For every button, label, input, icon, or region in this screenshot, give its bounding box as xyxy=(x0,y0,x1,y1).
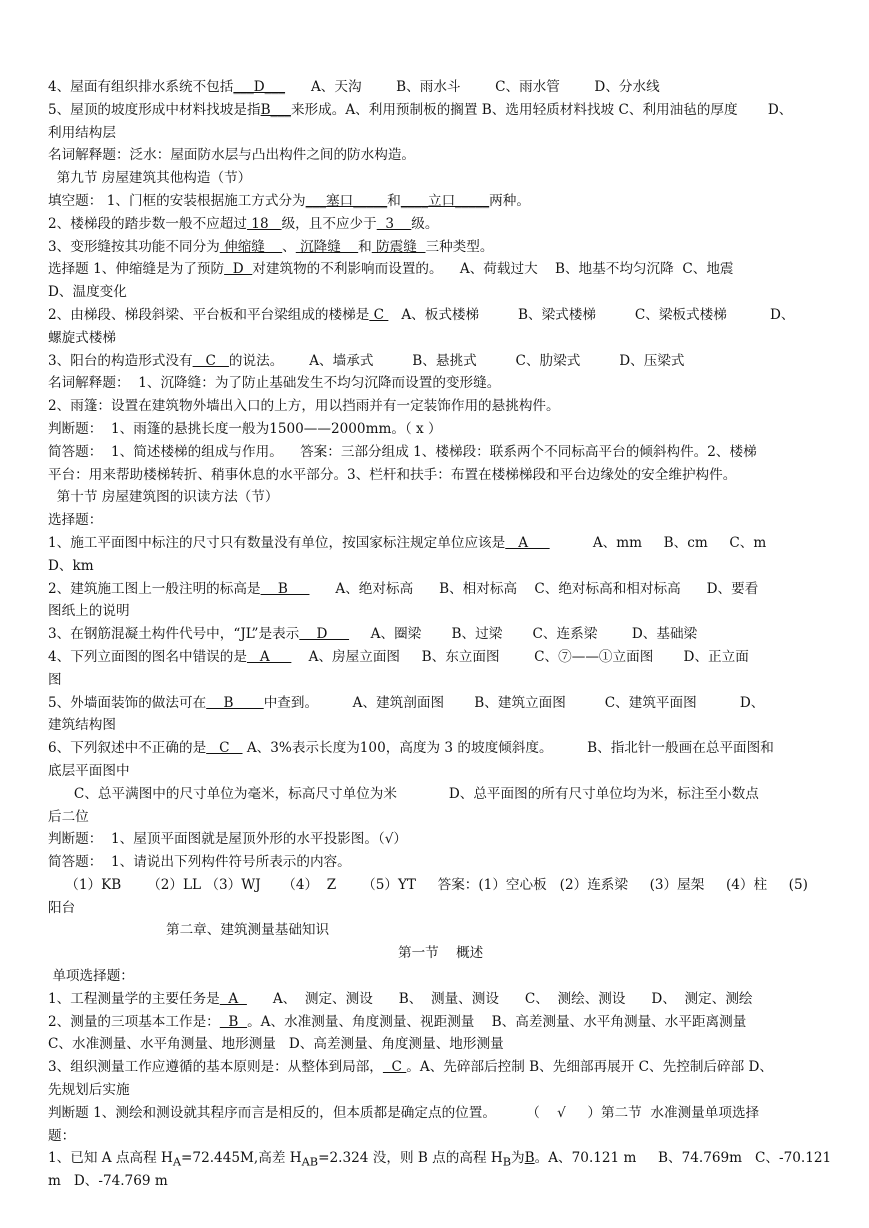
text-line xyxy=(48,281,841,304)
text-line xyxy=(48,327,841,350)
text-line xyxy=(48,213,841,236)
text-run: 。A、水准测量、角度测量、视距测量 B、高差测量、水平角测量、水平距离测量 xyxy=(247,1013,747,1030)
text-run: =2.324 没，则 B 点的高程 H xyxy=(318,1150,503,1167)
text-run: 平台：用来帮助楼梯转折、稍事休息的水平部分。3、栏杆和扶手：布置在楼梯梯段和平台边缘处的安全维护构件。 xyxy=(48,466,737,483)
answer-blank: C xyxy=(206,740,243,757)
text-line xyxy=(48,418,841,441)
answer-blank: ____立口_____ xyxy=(400,192,490,209)
text-run: 、 xyxy=(282,238,296,255)
answer-blank: 伸缩缝 xyxy=(219,238,283,255)
answer-blank: A xyxy=(505,534,550,551)
text-run: 3、变形缝按其功能不同分为 xyxy=(48,238,220,255)
chapter-heading xyxy=(48,919,841,942)
text-run: 2、测量的三项基本工作是： xyxy=(48,1013,220,1030)
text-run: 4、屋面有组织排水系统不包括 xyxy=(48,79,234,95)
text-line xyxy=(48,350,841,373)
text-run: 利用结构层 xyxy=(48,124,116,141)
text-line xyxy=(48,623,841,646)
section-heading xyxy=(48,942,841,965)
text-run: 阳台 xyxy=(48,899,76,916)
text-run: 2、建筑施工图上一般注明的标高是 xyxy=(48,580,261,597)
text-run: 3、阳台的构造形式没有 xyxy=(48,352,193,369)
answer-blank: 防震缝 xyxy=(371,238,426,255)
text-run: 来形成。A、利用预制板的搁置 B、选用轻质材料找坡 C、利用油毡的厚度 D、 xyxy=(290,101,793,118)
text-run: 。A、70.121 m B、74.769m C、-70.121 xyxy=(534,1150,832,1167)
text-line xyxy=(48,122,841,145)
text-run: 5、屋顶的坡度形成中材料找坡是指 xyxy=(48,101,261,118)
text-run: A、天沟 B、雨水斗 C、雨水管 D、分水线 xyxy=(285,79,660,95)
text-run: 第九节 房屋建筑其他构造（节） xyxy=(48,170,252,187)
text-run: D、温度变化 xyxy=(48,284,127,301)
text-run: 1、工程测量学的主要任务是 xyxy=(48,990,220,1007)
text-run: 对建筑物的不利影响而设置的。 A、荷载过大 B、地基不均匀沉降 C、地震 xyxy=(252,261,734,278)
text-run: 2、雨篷：设置在建筑物外墙出入口的上方，用以挡雨并有一定装饰作用的悬挑构件。 xyxy=(48,398,560,415)
text-run: 名词解释题：泛水：屋面防水层与凸出构件之间的防水构造。 xyxy=(48,147,416,164)
answer-blank: ___塞口_____ xyxy=(305,192,388,209)
text-run: 的说法。 A、墙承式 B、悬挑式 C、肋梁式 D、压梁式 xyxy=(228,352,685,369)
text-run: 第十节 房屋建筑图的识读方法（节） xyxy=(48,489,279,506)
text-run: 先规划后实施 xyxy=(48,1082,130,1099)
text-run: 级。 xyxy=(411,215,439,232)
text-line xyxy=(48,532,841,555)
text-line xyxy=(48,1056,841,1079)
text-line xyxy=(48,965,841,988)
answer-blank: A xyxy=(246,648,292,665)
text-run: 5、外墙面装饰的做法可在 xyxy=(48,694,207,711)
text-line xyxy=(48,144,841,167)
text-run: 判断题： 1、雨篷的悬挑长度一般为1500——2000mm。（ x ） xyxy=(48,420,442,437)
text-line xyxy=(48,76,841,99)
text-line xyxy=(48,714,841,737)
section-heading xyxy=(48,167,841,190)
text-line xyxy=(48,1147,841,1170)
text-line xyxy=(48,236,841,259)
text-run: C、水准测量、水平角测量、地形测量 D、高差测量、角度测量、地形测量 xyxy=(48,1036,504,1053)
answer-blank: A xyxy=(219,990,247,1007)
text-line xyxy=(48,783,841,806)
subscript: A xyxy=(172,1155,182,1170)
answer-blank: C xyxy=(369,306,389,323)
answer-blank: B xyxy=(524,1150,535,1167)
text-line xyxy=(48,1170,841,1193)
text-run: 2、由梯段、梯段斜梁、平台板和平台梁组成的楼梯是 xyxy=(48,306,370,323)
text-run: 三种类型。 xyxy=(425,238,494,255)
text-run: A、mm B、cm C、m xyxy=(549,534,767,551)
text-run: A、 测定、测设 B、 测量、测设 C、 测绘、测设 D、 测定、测绘 xyxy=(246,990,753,1007)
text-run: 选择题 1、伸缩缝是为了预防 xyxy=(48,261,225,278)
answer-blank: ___D___ xyxy=(233,79,286,95)
text-run: 判断题： 1、屋顶平面图就是屋顶外形的水平投影图。（√） xyxy=(48,831,407,848)
text-line xyxy=(48,258,841,281)
text-line xyxy=(48,464,841,487)
text-run: 第一节 概述 xyxy=(398,945,484,962)
text-run: 。A、先碎部后控制 B、先细部再展开 C、先控制后碎部 D、 xyxy=(406,1059,774,1076)
text-line xyxy=(48,190,841,213)
text-run: 简答题： 1、简述楼梯的组成与作用。 答案：三部分组成 1、楼梯段：联系两个不同标高平台的倾斜构件。2、楼梯 xyxy=(48,443,757,460)
text-line xyxy=(48,578,841,601)
text-run: 单项选择题： xyxy=(48,968,134,985)
text-run: C、总平满图中的尺寸单位为毫米，标高尺寸单位为米 D、总平面图的所有尺寸单位均为米，标注至小数点 xyxy=(48,785,759,802)
text-run: 图纸上的说明 xyxy=(48,603,130,620)
text-line xyxy=(48,1125,841,1148)
text-run: 1、施工平面图中标注的尺寸只有数量没有单位，按国家标注规定单位应该是 xyxy=(48,534,506,551)
text-run: 为 xyxy=(511,1150,525,1167)
text-run: A、房屋立面图 B、东立面图 C、⑦——①立面图 D、正立面 xyxy=(291,648,749,665)
text-line xyxy=(48,988,841,1011)
text-run: 第二章、建筑测量基础知识 xyxy=(166,922,330,939)
answer-blank: B___ xyxy=(260,101,291,118)
answer-blank: 3 xyxy=(376,215,412,232)
text-run: A、圈梁 B、过梁 C、连系梁 D、基础梁 xyxy=(349,626,698,643)
answer-blank: B xyxy=(206,694,264,711)
text-line xyxy=(48,304,841,327)
text-run: 两种。 xyxy=(489,192,530,209)
text-run: 底层平面图中 xyxy=(48,762,130,779)
answer-blank: D xyxy=(224,261,253,278)
text-line xyxy=(48,760,841,783)
text-run: 6、下列叙述中不正确的是 xyxy=(48,740,207,757)
section-heading xyxy=(48,486,841,509)
text-run: 后二位 xyxy=(48,808,89,825)
answer-blank: 沉降缝 xyxy=(295,238,359,255)
answer-blank: C xyxy=(382,1059,407,1076)
text-line xyxy=(48,372,841,395)
text-line xyxy=(48,99,841,122)
text-run: 4、下列立面图的图名中错误的是 xyxy=(48,648,247,665)
text-run: m D、-74.769 m xyxy=(48,1173,168,1190)
text-run: 题： xyxy=(48,1127,76,1144)
document-page xyxy=(48,76,841,1193)
subscript: B xyxy=(502,1155,512,1170)
text-run: A、3%表示长度为100，高度为 3 的坡度倾斜度。 B、指北针一般画在总平面图和 xyxy=(242,740,774,757)
text-run: 中查到。 A、建筑剖面图 B、建筑立面图 C、建筑平面图 D、 xyxy=(263,694,765,711)
subscript: AB xyxy=(301,1155,319,1170)
text-line xyxy=(48,806,841,829)
text-run: 判断题 1、测绘和测设就其程序而言是相反的，但本质都是确定点的位置。 （ √ ）第二节 水准测量单项选择 xyxy=(48,1104,760,1121)
answer-blank: C xyxy=(192,352,229,369)
text-line xyxy=(48,692,841,715)
text-run: 2、楼梯段的踏步数一般不应超过 xyxy=(48,215,247,232)
text-line xyxy=(48,1011,841,1034)
text-run: 图 xyxy=(48,671,62,688)
text-run: A、板式楼梯 B、梁式楼梯 C、梁板式楼梯 D、 xyxy=(388,306,795,323)
text-run: 1、已知 A 点高程 H xyxy=(48,1150,173,1167)
answer-blank: 18 xyxy=(246,215,282,232)
text-run: 简答题： 1、请说出下列构件符号所表示的内容。 xyxy=(48,854,351,871)
text-run: 3、在钢筋混凝土构件代号中，“JL”是表示 xyxy=(48,626,300,643)
answer-blank: B xyxy=(260,580,310,597)
text-run: 建筑结构图 xyxy=(48,717,116,734)
text-line xyxy=(48,555,841,578)
text-line xyxy=(48,737,841,760)
text-run: 和 xyxy=(358,238,372,255)
text-run: =72.445M,高差 H xyxy=(181,1150,302,1167)
text-run: 填空题： 1、门框的安装根据施工方式分为 xyxy=(48,192,306,209)
text-run: 选择题： xyxy=(48,512,103,529)
text-line xyxy=(48,1033,841,1056)
text-line xyxy=(48,828,841,851)
answer-blank: B xyxy=(219,1013,248,1030)
answer-blank: D xyxy=(299,626,350,643)
text-run: A、绝对标高 B、相对标高 C、绝对标高和相对标高 D、要看 xyxy=(309,580,759,597)
text-run: 和 xyxy=(387,192,401,209)
text-run: 级，且不应少于 xyxy=(281,215,377,232)
text-run: 3、组织测量工作应遵循的基本原则是：从整体到局部， xyxy=(48,1059,383,1076)
text-run: 名词解释题： 1、沉降缝：为了防止基础发生不均匀沉降而设置的变形缝。 xyxy=(48,375,501,392)
text-line xyxy=(48,600,841,623)
text-line xyxy=(48,669,841,692)
text-line xyxy=(48,1079,841,1102)
text-line xyxy=(48,646,841,669)
text-line xyxy=(48,897,841,920)
text-line xyxy=(48,509,841,532)
text-line xyxy=(48,441,841,464)
text-line xyxy=(48,874,841,897)
text-run: （1）KB （2）LL （3）WJ （4） Z （5）YT 答案：(1）空心板 (2）连系梁 (3）屋架 (4）柱 (5) xyxy=(48,876,808,893)
text-line xyxy=(48,395,841,418)
text-line xyxy=(48,1102,841,1125)
text-run: 螺旋式楼梯 xyxy=(48,329,116,346)
text-run: D、km xyxy=(48,557,94,574)
text-line xyxy=(48,851,841,874)
